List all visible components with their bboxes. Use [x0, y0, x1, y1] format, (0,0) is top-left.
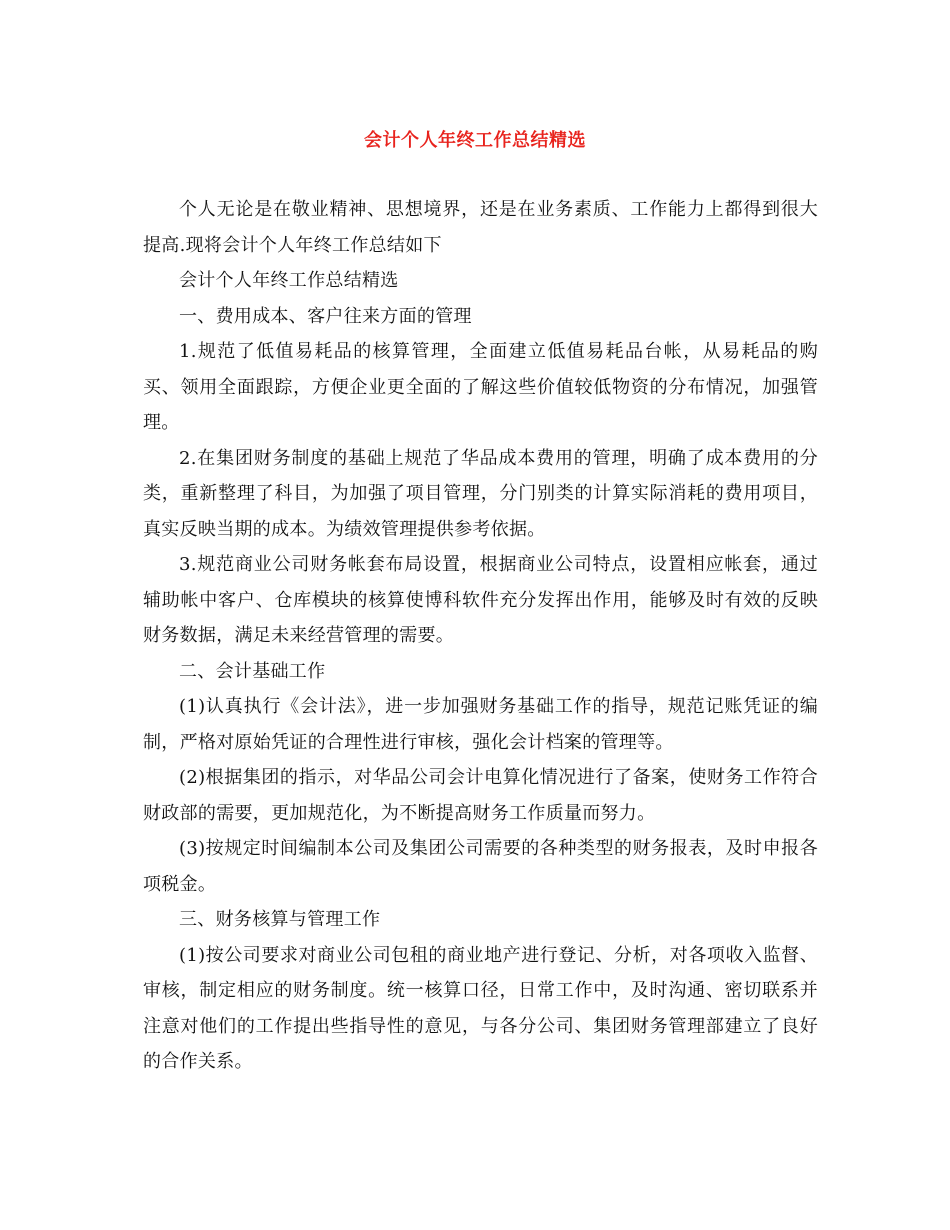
- paragraph-subtitle: 会计个人年终工作总结精选: [179, 270, 399, 291]
- document-title: 会计个人年终工作总结精选: [364, 130, 586, 151]
- paragraph-basic-1: (1)认真执行《会计法》，进一步加强财务基础工作的指导，规范记账凭证的编制，严格对原始凭证的合理性进行审核，强化会计档案的管理等。: [143, 696, 818, 753]
- document-body: [143, 192, 818, 1080]
- paragraph-item-3: 3.规范商业公司财务帐套布局设置，根据商业公司特点，设置相应帐套，通过辅助帐中客户、仓库模块的核算使博科软件充分发挥出作用，能够及时有效的反映财务数据，满足未来经营管理的需要。: [143, 554, 818, 646]
- paragraph-basic-3: (3)按规定时间编制本公司及集团公司需要的各种类型的财务报表，及时申报各项税金。: [143, 838, 818, 895]
- paragraph-item-2: 2.在集团财务制度的基础上规范了华品成本费用的管理，明确了成本费用的分类，重新整理了科目，为加强了项目管理，分门别类的计算实际消耗的费用项目，真实反映当期的成本。为绩效管理提供参考依据。: [143, 447, 818, 540]
- section-heading-2: 二、会计基础工作: [179, 660, 326, 682]
- paragraph-accounting-1: (1)按公司要求对商业公司包租的商业地产进行登记、分析，对各项收入监督、审核，制定相应的财务制度。统一核算口径，日常工作中，及时沟通、密切联系并注意对他们的工作提出些指导性的意见，与各分公司、集团财务管理部建立了良好的合作关系。: [143, 944, 818, 1072]
- paragraph-item-1: 1.规范了低值易耗品的核算管理，全面建立低值易耗品台帐，从易耗品的购买、领用全面跟踪，方便企业更全面的了解这些价值较低物资的分布情况，加强管理。: [143, 341, 818, 433]
- paragraph-intro: 个人无论是在敬业精神、思想境界，还是在业务素质、工作能力上都得到很大提高.现将会计个人年终工作总结如下: [143, 199, 818, 256]
- paragraph-basic-2: (2)根据集团的指示，对华品公司会计电算化情况进行了备案，使财务工作符合财政部的需要，更加规范化，为不断提高财务工作质量而努力。: [143, 767, 818, 824]
- section-heading-3: 三、财务核算与管理工作: [179, 909, 381, 930]
- section-heading-1: 一、费用成本、客户往来方面的管理: [179, 305, 472, 327]
